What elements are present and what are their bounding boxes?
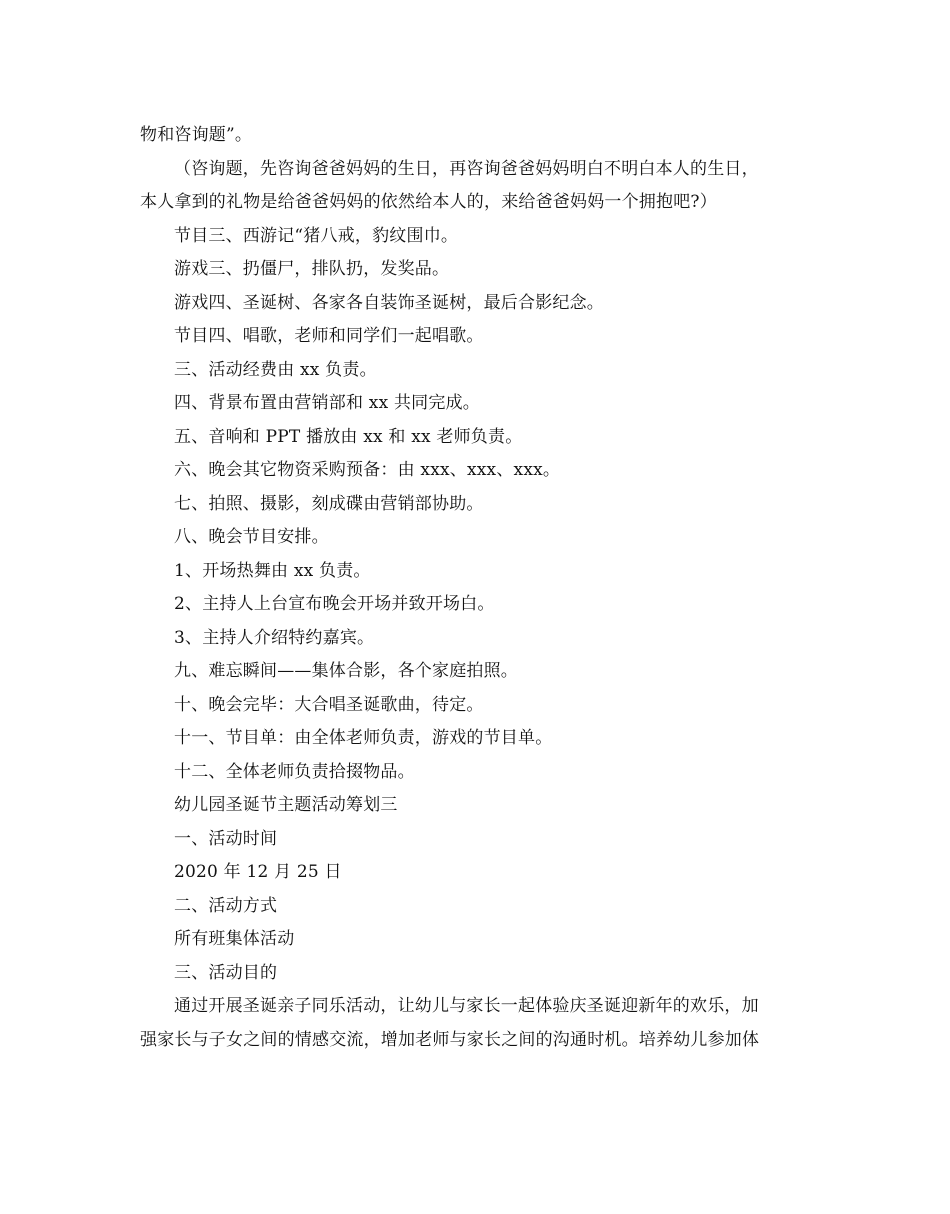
- text-line: 九、难忘瞬间——集体合影，各个家庭拍照。: [174, 661, 518, 681]
- text-line: 游戏三、扔僵尸，排队扔，发奖品。: [174, 259, 450, 279]
- text-line: 节目四、唱歌，老师和同学们一起唱歌。: [174, 326, 484, 346]
- text-line: 节目三、西游记“猪八戒，豹纹围巾。: [174, 225, 459, 246]
- text-line: 强家长与子女之间的情感交流，增加老师与家长之间的沟通时机。培养幼儿参加体: [140, 1029, 760, 1050]
- text-line: 所有班集体活动: [174, 929, 295, 949]
- text-line: 2020 年 12 月 25 日: [174, 862, 342, 882]
- text-line: 十一、节目单：由全体老师负责，游戏的节目单。: [174, 728, 553, 748]
- text-line: 五、音响和 PPT 播放由 xx 和 xx 老师负责。: [174, 426, 523, 447]
- text-line: 1、开场热舞由 xx 负责。: [174, 560, 371, 581]
- text-line: 3、主持人介绍特约嘉宾。: [174, 627, 375, 648]
- text-line: 十二、全体老师负责拾掇物品。: [174, 761, 415, 782]
- text-line: 三、活动目的: [174, 962, 278, 983]
- text-line: 游戏四、圣诞树、各家各自装饰圣诞树，最后合影纪念。: [174, 292, 604, 313]
- text-line: 2、主持人上台宣布晚会开场并致开场白。: [174, 594, 495, 614]
- text-line: 幼儿园圣诞节主题活动筹划三: [174, 795, 398, 815]
- text-line: 十、晚会完毕：大合唱圣诞歌曲，待定。: [174, 694, 484, 715]
- text-line: 三、活动经费由 xx 负责。: [174, 359, 377, 380]
- text-line: 通过开展圣诞亲子同乐活动，让幼儿与家长一起体验庆圣诞迎新年的欢乐，加: [174, 996, 759, 1016]
- text-line: 四、背景布置由营销部和 xx 共同完成。: [174, 393, 480, 413]
- text-line: 物和咨询题”。: [140, 125, 253, 145]
- text-line: （咨询题，先咨询爸爸妈妈的生日，再咨询爸爸妈妈明白不明白本人的生日，: [174, 158, 759, 179]
- document-body: [140, 119, 825, 1057]
- text-line: 六、晚会其它物资采购预备：由 xxx、xxx、xxx。: [174, 460, 561, 480]
- text-line: 一、活动时间: [174, 828, 278, 849]
- text-line: 八、晚会节目安排。: [174, 527, 329, 547]
- text-line: 二、活动方式: [174, 895, 278, 916]
- text-line: 本人拿到的礼物是给爸爸妈妈的依然给本人的，来给爸爸妈妈一个拥抱吧?）: [140, 192, 717, 212]
- text-line: 七、拍照、摄影，刻成碟由营销部协助。: [174, 493, 484, 514]
